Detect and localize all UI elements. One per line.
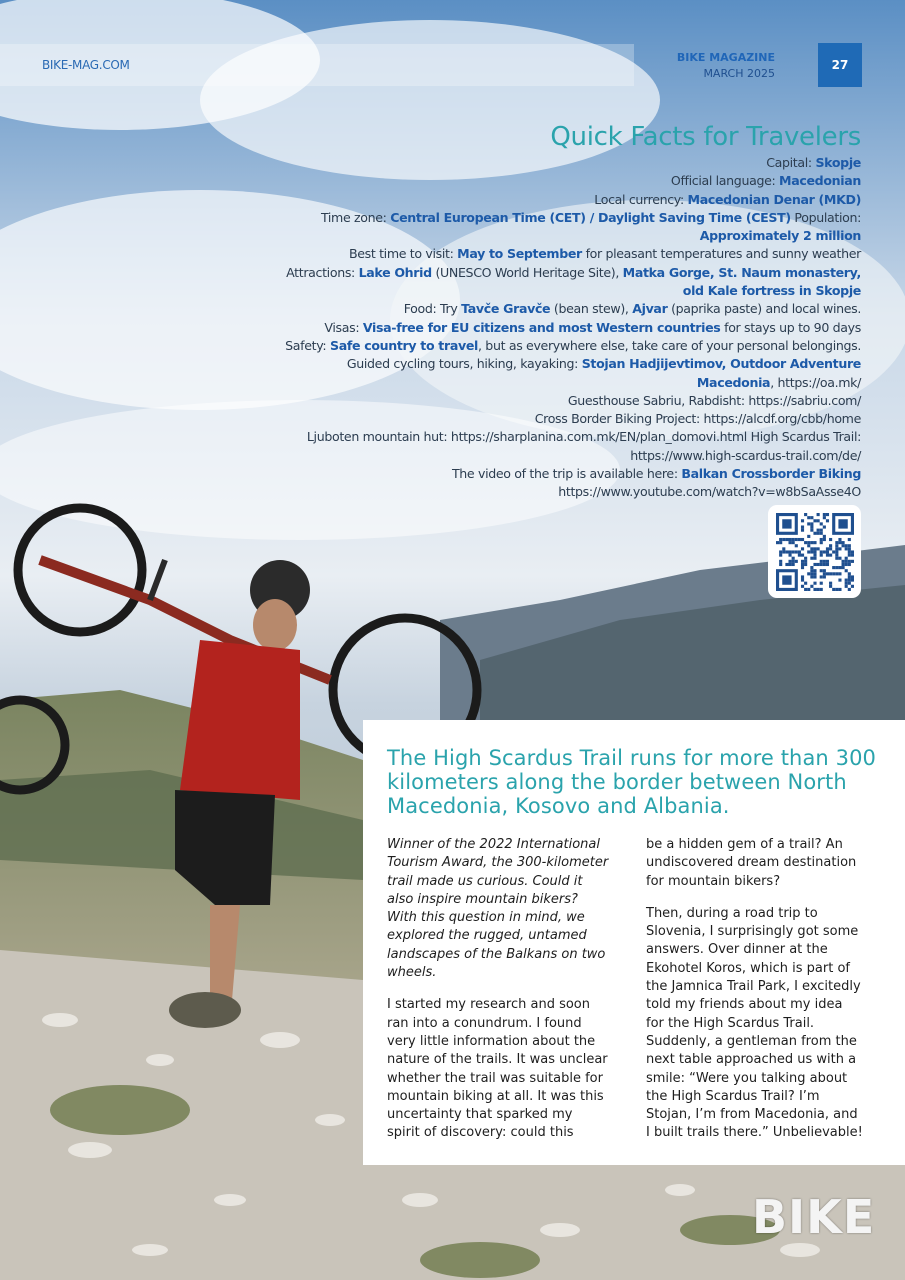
fact-video: The video of the trip is available here: Balkan Crossborder Biking [451,466,861,482]
fact-food: Food: Try Tavče Gravče (bean stew), Ajvar (paprika paste) and local wines. [403,301,861,317]
article-column-left [387,836,609,1157]
fact-best-time: Best time to visit: May to September for pleasant temperatures and sunny weather [348,246,861,262]
article-intro: Winner of the 2022 International Tourism Award, the 300-kilometer trail made us curious. Could it also inspire mountain bikers? With this question in mind, we explored the rugged, untamed landscapes of the Balkans on two wheels. [387,837,609,981]
site-url[interactable]: BIKE-MAG.COM [42,58,130,72]
fact-capital: Capital: Skopje [766,155,861,170]
fact-safety: Safety: Safe country to travel, but as everywhere else, take care of your personal belongings. [285,337,861,353]
quick-facts-list [271,154,861,502]
article-paragraph: I started my research and soon ran into a conundrum. I found very little information about the nature of the trails. It was unclear whether the trail was suitable for mountain biking at all. It was this uncertainty that sparked my spirit of discovery: could this [387,997,608,1141]
fact-tours: Guided cycling tours, hiking, kayaking: Stojan Hadjijevtimov, Outdoor Adventure Macedonia, https://oa.mk/ [346,356,861,390]
magazine-masthead [677,50,775,82]
article-paragraph: Then, during a road trip to Slovenia, I surprisingly got some answers. Over dinner at the Ekohotel Koros, which is part of the Jamnica Trail Park, I excitedly told my friends about my idea for the High Scardus Trail. Suddenly, a gentleman from the next table approached us with a smile: “Were you talking about the High Scardus Trail? I’m Stojan, I’m from Macedonia, and I built trails there.” Unbelievable! [646,905,863,1141]
fact-hut[interactable]: Ljuboten mountain hut: https://sharplanina.com.mk/EN/plan_domovi.html High Scardus Trail: https://www.high-scardus-trail.com/de/ [306,429,861,463]
fact-guesthouse[interactable]: Guesthouse Sabriu, Rabdisht: https://sabriu.com/ [567,392,861,408]
video-link[interactable]: Balkan Crossborder Biking [681,466,861,482]
fact-currency: Local currency: Macedonian Denar (MKD) [594,191,861,207]
fact-attractions: Attractions: Lake Ohrid (UNESCO World Heritage Site), Matka Gorge, St. Naum monastery, old Kale fortress in Skopje [286,264,861,299]
bike-logo: BIKE [752,1190,876,1244]
qr-code-icon[interactable] [768,505,861,598]
fact-cross-border[interactable]: Cross Border Biking Project: https://alcdf.org/cbb/home [534,411,861,427]
magazine-name: BIKE MAGAZINE [676,51,775,64]
article-paragraph: be a hidden gem of a trail? An undiscovered dream destination for mountain bikers? [646,837,857,889]
article-subtitle: The High Scardus Trail runs for more than 300 kilometers along the border between North Macedonia, Kosovo and Albania. [387,746,876,818]
issue-date: MARCH 2025 [703,67,775,80]
video-url[interactable]: https://www.youtube.com/watch?v=w8bSaAsse4O [558,484,861,500]
article-column-right [646,836,864,1157]
qr-code-graphic [776,513,854,591]
fact-timezone-population: Time zone: Central European Time (CET) / Daylight Saving Time (CEST) Population: Approximately 2 million [320,209,861,244]
quick-facts-title: Quick Facts for Travelers [550,122,861,152]
fact-language: Official language: Macedonian [670,173,861,189]
fact-visas: Visas: Visa-free for EU citizens and most Western countries for stays up to 90 days [324,319,861,335]
page-number: 27 [818,43,862,87]
